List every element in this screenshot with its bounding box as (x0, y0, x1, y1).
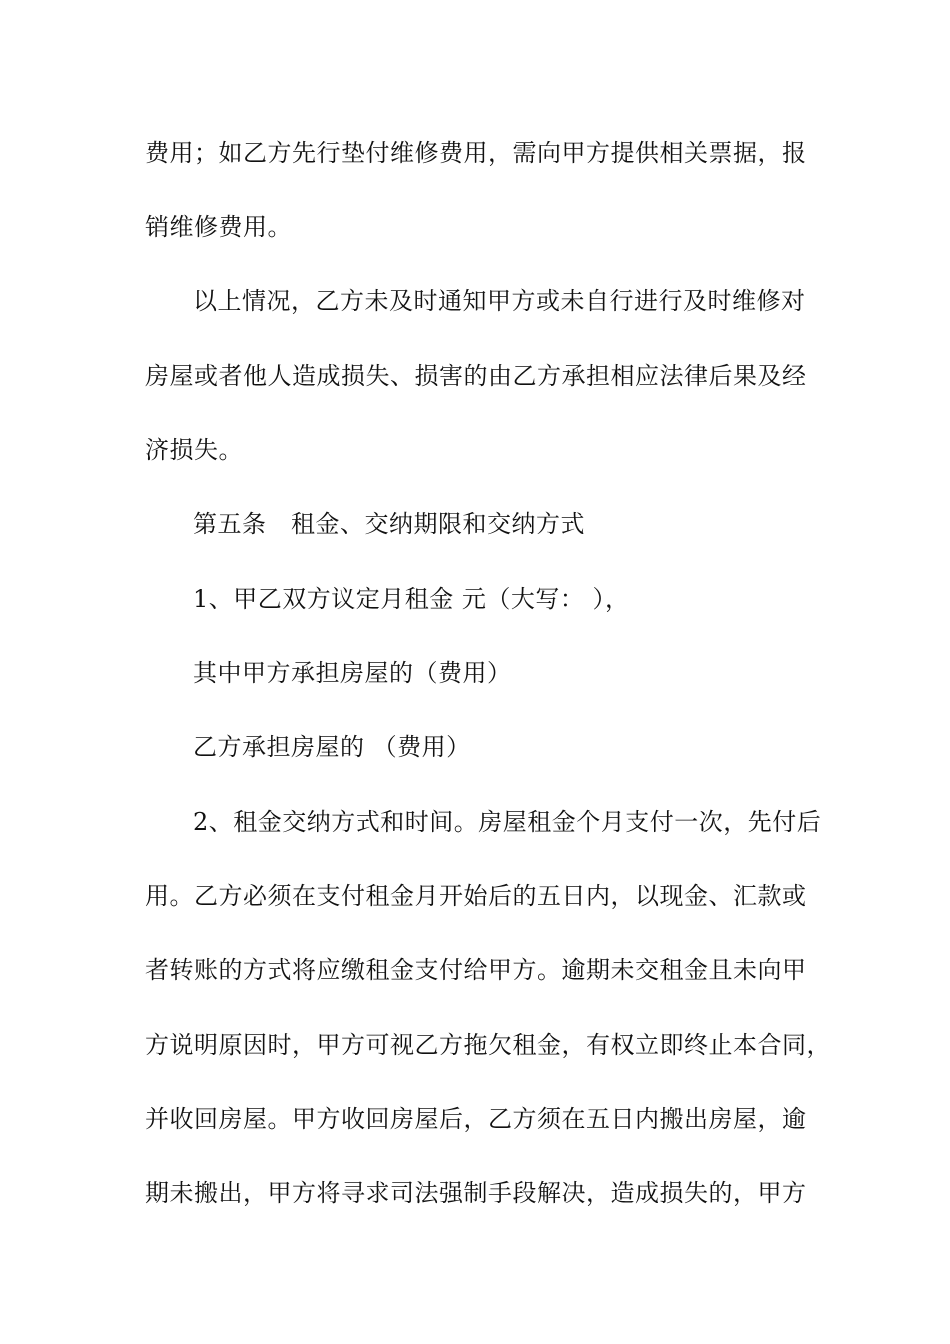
paragraph-line: 并收回房屋。甲方收回房屋后，乙方须在五日内搬出房屋，逾 (145, 1105, 807, 1133)
paragraph-line: 以上情况，乙方未及时通知甲方或未自行进行及时维修对 (193, 287, 806, 315)
paragraph-line: 用。乙方必须在支付租金月开始后的五日内，以现金、汇款或 (145, 882, 807, 910)
paragraph-line: 1、甲乙双方议定月租金 元（大写： ）， (193, 585, 630, 613)
paragraph-line: 者转账的方式将应缴租金支付给甲方。逾期未交租金且未向甲 (145, 956, 807, 984)
paragraph-line: 方说明原因时，甲方可视乙方拖欠租金，有权立即终止本合同， (145, 1031, 831, 1059)
paragraph-line: 销维修费用。 (145, 213, 292, 241)
paragraph-line: 费用；如乙方先行垫付维修费用，需向甲方提供相关票据，报 (145, 139, 807, 167)
paragraph-line: 济损失。 (145, 436, 243, 464)
paragraph-line: 乙方承担房屋的 （费用） (193, 733, 471, 761)
paragraph-line: 2、租金交纳方式和时间。房屋租金个月支付一次，先付后 (193, 808, 822, 836)
paragraph-line: 期未搬出，甲方将寻求司法强制手段解决，造成损失的，甲方 (145, 1179, 807, 1207)
paragraph-line: 其中甲方承担房屋的（费用） (193, 659, 512, 687)
paragraph-line: 房屋或者他人造成损失、损害的由乙方承担相应法律后果及经 (145, 362, 807, 390)
section-heading: 第五条 租金、交纳期限和交纳方式 (193, 510, 585, 538)
